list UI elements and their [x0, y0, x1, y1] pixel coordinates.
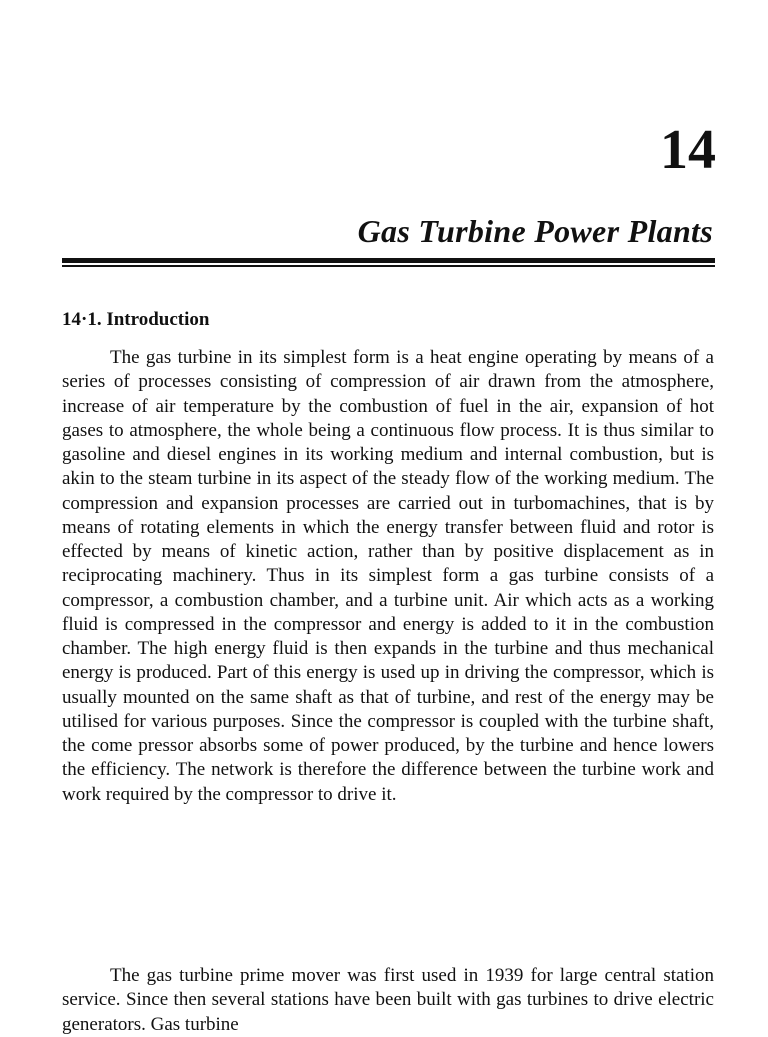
section-heading: 14·1. Introduction [62, 309, 210, 330]
body-paragraph: The gas turbine prime mover was first used in 1939 for large central station service. Since then several stations have been built with gas turbines to drive electric generators. Gas turbine [62, 965, 714, 1035]
chapter-title: Gas Turbine Power Plants [357, 213, 713, 249]
title-rule-thick [62, 258, 715, 263]
title-rule-thin [62, 265, 715, 267]
chapter-number: 14 [660, 119, 716, 181]
body-paragraph: The gas turbine in its simplest form is a heat engine operating by means of a series of processes consisting of compression of air drawn from the atmosphere, increase of air temperature by the combustion of fuel in the air, expansion of hot gases to atmosphere, the whole being a continuous flow process. It is thus similar to gasoline and diesel engines in its working medium and internal combustion, but is akin to the steam turbine in its aspect of the steady flow of the working medium. The compression and expansion processes are carried out in turbomachines, that is by means of rotating elements in which the energy transfer between fluid and rotor is effected by means of kinetic action, rather than by positive displacement as in reciprocating machinery. Thus in its simplest form a gas turbine consists of a compressor, a combustion chamber, and a turbine unit. Air which acts as a working fluid is compressed in the compressor and energy is added to it in the combustion chamber. The high energy fluid is then expands in the turbine and thus mechanical energy is produced. Part of this energy is used up in driving the compressor, which is usually mounted on the same shaft as that of turbine, and rest of the energy may be utilised for various purposes. Since the compressor is coupled with the turbine shaft, the come pressor absorbs some of power produced, by the turbine and hence lowers the efficiency. The network is therefore the difference between the turbine work and work required by the compressor to drive it. [62, 347, 714, 805]
